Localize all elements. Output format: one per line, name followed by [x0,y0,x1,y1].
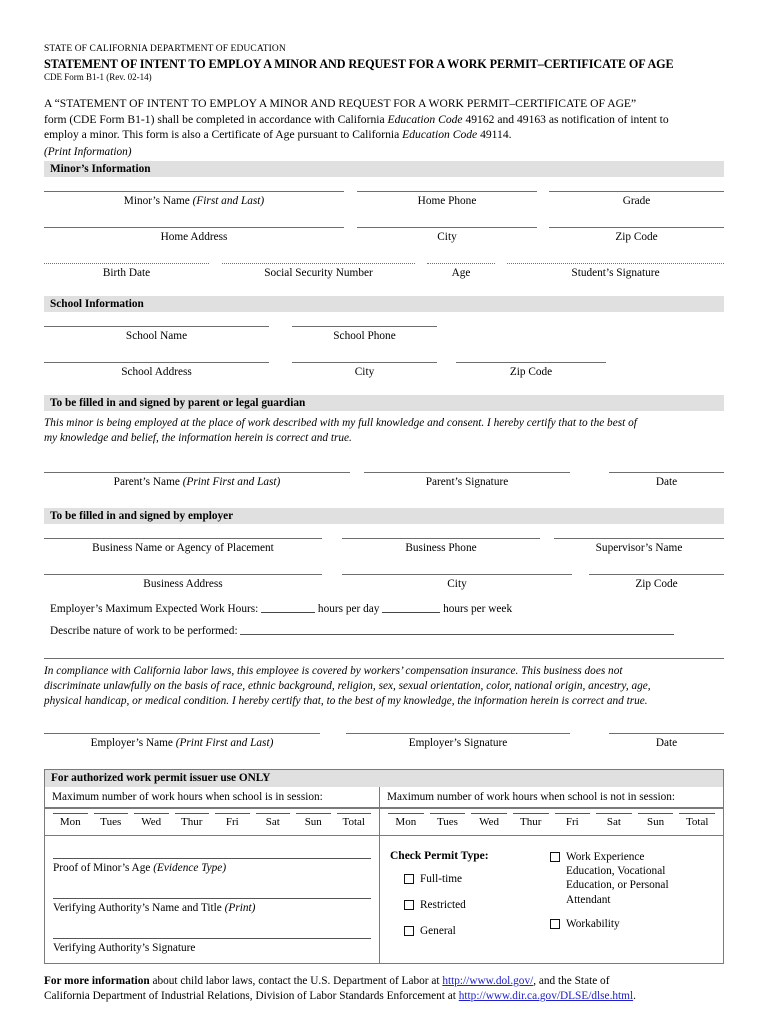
day-cell-wed[interactable]: Wed [134,813,169,829]
school-city-field[interactable]: City [292,362,437,380]
employer-row-1 [44,538,724,574]
section-header-employer: To be filled in and signed by employer [44,508,724,524]
dol-link[interactable]: http://www.dol.gov/ [442,975,534,988]
employer-date-field[interactable]: Date [609,733,724,751]
checkbox-icon-work-experience[interactable] [550,852,560,862]
minor-row-1 [44,191,724,227]
employer-name-label: Employer’s Name [90,737,176,750]
permit-option-workability[interactable] [550,917,710,931]
parent-date-field[interactable]: Date [609,472,724,490]
intro-paragraph [44,96,724,142]
employer-name-field[interactable] [44,733,320,751]
intro-line-3a: employ a minor. This form is also a Certificate of Age pursuant to California [44,127,403,141]
parent-name-field[interactable] [44,472,350,490]
in-session-days-row [45,807,379,836]
checkbox-icon-general[interactable] [404,926,414,936]
not-in-session-days-row [380,807,723,836]
birth-date-field[interactable]: Birth Date [44,263,209,281]
checkbox-icon-workability[interactable] [550,919,560,929]
work-experience-line-4: Attendant [566,893,611,906]
intro-line-3-em: Education Code [402,127,478,141]
employer-signature-row [44,733,724,769]
day-cell-total[interactable]: Total [337,813,372,829]
day-cell-sun[interactable]: Sun [296,813,331,829]
permit-option-general-label: General [420,925,456,938]
intro-line-2a: form (CDE Form B1-1) shall be completed in accordance with California [44,112,388,126]
school-address-field[interactable]: School Address [44,362,269,380]
home-city-field[interactable]: City [357,227,537,245]
permit-option-full-time[interactable] [404,872,550,886]
intro-line-1: A “STATEMENT OF INTENT TO EMPLOY A MINOR AND REQUEST FOR A WORK PERMIT–CERTIFICATE OF AGE” [44,97,637,111]
footer-text-d: . [633,990,636,1003]
parent-name-label-em: (Print First and Last) [182,476,281,489]
day-cell-sat[interactable]: Sat [256,813,291,829]
nature-of-work-input[interactable] [240,623,674,635]
permit-option-workability-label: Workability [566,918,620,931]
business-address-field[interactable]: Business Address [44,574,322,592]
nature-of-work-label: Describe nature of work to be performed: [50,624,238,637]
day-cell-ns-fri[interactable]: Fri [555,813,591,829]
nature-of-work-row [44,623,724,639]
parent-certification-statement [44,416,724,446]
not-in-session-days-underline [380,829,723,836]
proof-of-age-label-em: (Evidence Type) [153,861,227,874]
day-cell-ns-thur[interactable]: Thur [513,813,549,829]
verifying-authority-signature-field[interactable]: Verifying Authority’s Signature [53,938,371,955]
grade-field[interactable]: Grade [549,191,724,209]
permit-option-work-experience-label [566,850,669,907]
form-code: CDE Form B1-1 (Rev. 02-14) [44,71,152,82]
parent-signature-field[interactable]: Parent’s Signature [364,472,570,490]
work-experience-line-2: Education, Vocational [566,865,666,878]
day-cell-thur[interactable]: Thur [175,813,210,829]
footer-more-information [44,974,724,1004]
verifying-authority-name-label: Verifying Authority’s Name and Title [53,901,225,914]
proof-of-age-label: Proof of Minor’s Age [53,861,154,874]
permit-option-full-time-label: Full-time [420,872,463,885]
footer-text-b: , and the State of [533,975,610,988]
school-row-1 [44,326,724,362]
permit-option-restricted-label: Restricted [420,898,466,911]
permit-option-restricted[interactable] [404,898,550,912]
verifying-authority-name-field[interactable] [53,898,371,915]
in-session-days-underline [45,829,379,836]
verifying-authority-name-label-em: (Print) [224,901,256,914]
check-permit-type-label: Check Permit Type: [390,849,489,862]
day-cell-fri[interactable]: Fri [215,813,250,829]
school-row-2 [44,362,724,395]
agency-name: STATE OF CALIFORNIA DEPARTMENT OF EDUCATION [44,44,286,54]
intro-line-2-em: Education Code [387,112,463,126]
not-in-session-label: Maximum number of work hours when school is not in session: [387,791,676,804]
day-cell-ns-total[interactable]: Total [679,813,715,829]
parent-signature-row [44,472,724,508]
compliance-line-3: physical handicap, or medical condition. I hereby certify that, to the best of my knowledge, the information herein is correct and true. [44,695,648,707]
permit-type-left-group [390,850,550,939]
permit-option-general[interactable] [404,924,550,938]
home-zip-field[interactable]: Zip Code [549,227,724,245]
day-cell-mon[interactable]: Mon [53,813,88,829]
work-experience-line-3: Education, or Personal [566,879,669,892]
business-name-field[interactable]: Business Name or Agency of Placement [44,538,322,556]
parent-statement-line-1: This minor is being employed at the place of work described with my full knowledge and consent. I hereby certify that to the best of [44,417,637,430]
supervisor-name-field[interactable]: Supervisor’s Name [554,538,724,556]
employer-row-2 [44,574,724,607]
student-signature-field[interactable]: Student’s Signature [507,263,724,281]
minor-row-3 [44,263,724,296]
page-title: STATEMENT OF INTENT TO EMPLOY A MINOR AND REQUEST FOR A WORK PERMIT–CERTIFICATE OF AGE [44,56,674,71]
section-header-parent: To be filled in and signed by parent or legal guardian [44,395,724,411]
compliance-line-1: In compliance with California labor laws, this employee is covered by workers’ compensation insurance. This business does not [44,664,623,677]
day-cell-ns-tues[interactable]: Tues [430,813,466,829]
day-cell-ns-mon[interactable]: Mon [388,813,424,829]
minor-row-2 [44,227,724,263]
parent-name-label: Parent’s Name [113,476,183,489]
max-hours-label: Employer’s Maximum Expected Work Hours: [50,603,259,616]
hours-per-week-label: hours per week [443,603,513,616]
form-page [44,44,724,1004]
intro-line-2b: 49162 and 49163 as notification of intent to [462,112,669,126]
footer-bold-lead: For more information [44,975,150,988]
proof-of-age-field[interactable] [53,858,371,875]
parent-statement-line-2: my knowledge and belief, the information herein is correct and true. [44,432,352,445]
in-session-label: Maximum number of work hours when school is in session: [52,791,323,804]
checkbox-icon-full-time[interactable] [404,874,414,884]
footer-text-c: California Department of Industrial Relations, Division of Labor Standards Enforcement at [44,990,459,1003]
day-cell-tues[interactable]: Tues [94,813,129,829]
section-header-issuer: For authorized work permit issuer use ONLY [45,770,723,787]
home-address-field[interactable]: Home Address [44,227,344,245]
minor-name-label: Minor’s Name [123,195,193,208]
section-header-minor-information: Minor’s Information [44,161,724,177]
permit-option-work-experience[interactable] [550,850,710,907]
business-city-field[interactable]: City [342,574,572,592]
school-zip-field[interactable]: Zip Code [456,362,606,380]
employer-signature-field[interactable]: Employer’s Signature [346,733,570,751]
issuer-columns [45,787,723,963]
dlse-link[interactable]: http://www.dir.ca.gov/DLSE/dlse.html [458,990,634,1003]
day-cell-ns-sat[interactable]: Sat [596,813,632,829]
permit-type-right-group [550,850,710,939]
footer-text-a: about child labor laws, contact the U.S. Department of Labor at [149,975,443,988]
divider-above-compliance [44,658,724,659]
issuer-left-column [45,787,380,963]
checkbox-icon-restricted[interactable] [404,900,414,910]
intro-line-3b: 49114. [477,127,512,141]
school-name-field[interactable]: School Name [44,326,269,344]
school-phone-field[interactable]: School Phone [292,326,437,344]
work-experience-line-1: Work Experience [566,850,645,863]
home-phone-field[interactable]: Home Phone [357,191,537,209]
print-information-note: (Print Information) [44,146,132,159]
business-zip-field[interactable]: Zip Code [589,574,724,592]
day-cell-ns-sun[interactable]: Sun [638,813,674,829]
age-field[interactable]: Age [427,263,495,281]
minor-name-field[interactable] [44,191,344,209]
compliance-line-2: discriminate unlawfully on the basis of race, ethnic background, religion, sex, sexual orientation, color, national origin, ancestry, age, [44,679,651,692]
day-cell-ns-wed[interactable]: Wed [471,813,507,829]
authorized-issuer-box [44,769,724,964]
issuer-right-column [380,787,723,963]
business-phone-field[interactable]: Business Phone [342,538,540,556]
permit-type-area [380,836,723,939]
compliance-statement [44,664,724,709]
hours-per-day-label: hours per day [317,603,380,616]
employer-name-label-em: (Print First and Last) [175,737,274,750]
section-header-school-information: School Information [44,296,724,312]
minor-name-label-em: (First and Last) [192,195,265,208]
ssn-field[interactable]: Social Security Number [222,263,415,281]
